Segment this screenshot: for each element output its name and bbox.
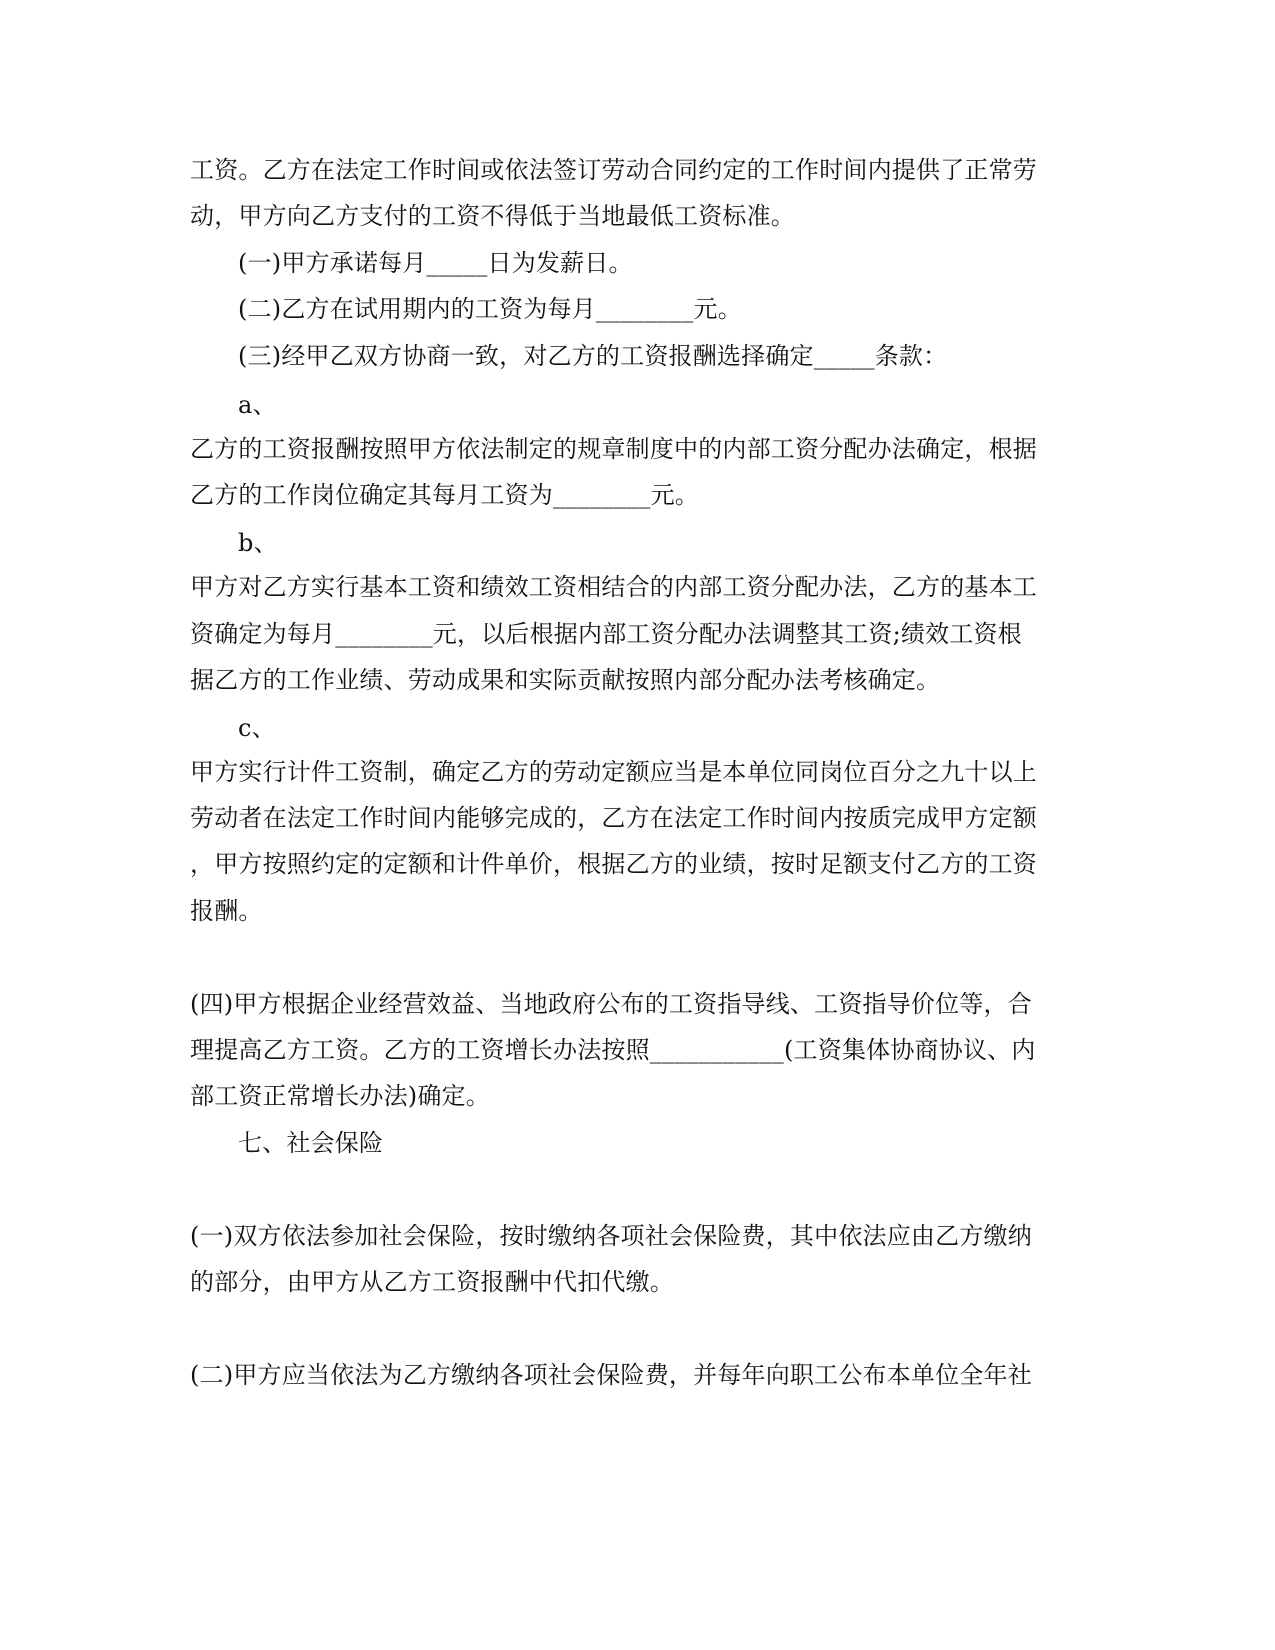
paragraph-line: 乙方的工资报酬按照甲方依法制定的规章制度中的内部工资分配办法确定，根据 xyxy=(190,435,1037,463)
paragraph-line: 据乙方的工作业绩、劳动成果和实际贡献按照内部分配办法考核确定。 xyxy=(190,666,941,694)
option-label: c、 xyxy=(238,714,276,742)
clause-line: (一)甲方承诺每月_____日为发薪日。 xyxy=(238,249,633,277)
paragraph-line: (二)甲方应当依法为乙方缴纳各项社会保险费，并每年向职工公布本单位全年社 xyxy=(190,1361,1032,1389)
clause-line: (二)乙方在试用期内的工资为每月________元。 xyxy=(238,295,742,323)
section-heading: 七、社会保险 xyxy=(238,1129,384,1157)
clause-line: (三)经甲乙双方协商一致，对乙方的工资报酬选择确定_____条款： xyxy=(238,342,948,370)
paragraph-line: 理提高乙方工资。乙方的工资增长办法按照___________(工资集体协商协议、内 xyxy=(190,1036,1036,1064)
paragraph-line: (四)甲方根据企业经营效益、当地政府公布的工资指导线、工资指导价位等，合 xyxy=(190,990,1032,1018)
option-label: b、 xyxy=(238,529,278,557)
paragraph-line: 工资。乙方在法定工作时间或依法签订劳动合同约定的工作时间内提供了正常劳 xyxy=(190,156,1037,184)
option-label: a、 xyxy=(238,391,277,419)
paragraph-line: 部工资正常增长办法)确定。 xyxy=(190,1082,490,1110)
paragraph-line: 动，甲方向乙方支付的工资不得低于当地最低工资标准。 xyxy=(190,202,795,230)
paragraph-line: 劳动者在法定工作时间内能够完成的，乙方在法定工作时间内按质完成甲方定额 xyxy=(190,804,1037,832)
paragraph-line: 报酬。 xyxy=(190,897,263,925)
paragraph-line: 甲方对乙方实行基本工资和绩效工资相结合的内部工资分配办法，乙方的基本工 xyxy=(190,573,1037,601)
paragraph-line: 甲方实行计件工资制，确定乙方的劳动定额应当是本单位同岗位百分之九十以上 xyxy=(190,758,1037,786)
paragraph-line: (一)双方依法参加社会保险，按时缴纳各项社会保险费，其中依法应由乙方缴纳 xyxy=(190,1222,1032,1250)
paragraph-line: 的部分，由甲方从乙方工资报酬中代扣代缴。 xyxy=(190,1268,674,1296)
paragraph-line: ，甲方按照约定的定额和计件单价，根据乙方的业绩，按时足额支付乙方的工资 xyxy=(190,850,1037,878)
paragraph-line: 乙方的工作岗位确定其每月工资为________元。 xyxy=(190,481,699,509)
paragraph-line: 资确定为每月________元，以后根据内部工资分配办法调整其工资;绩效工资根 xyxy=(190,620,1022,648)
